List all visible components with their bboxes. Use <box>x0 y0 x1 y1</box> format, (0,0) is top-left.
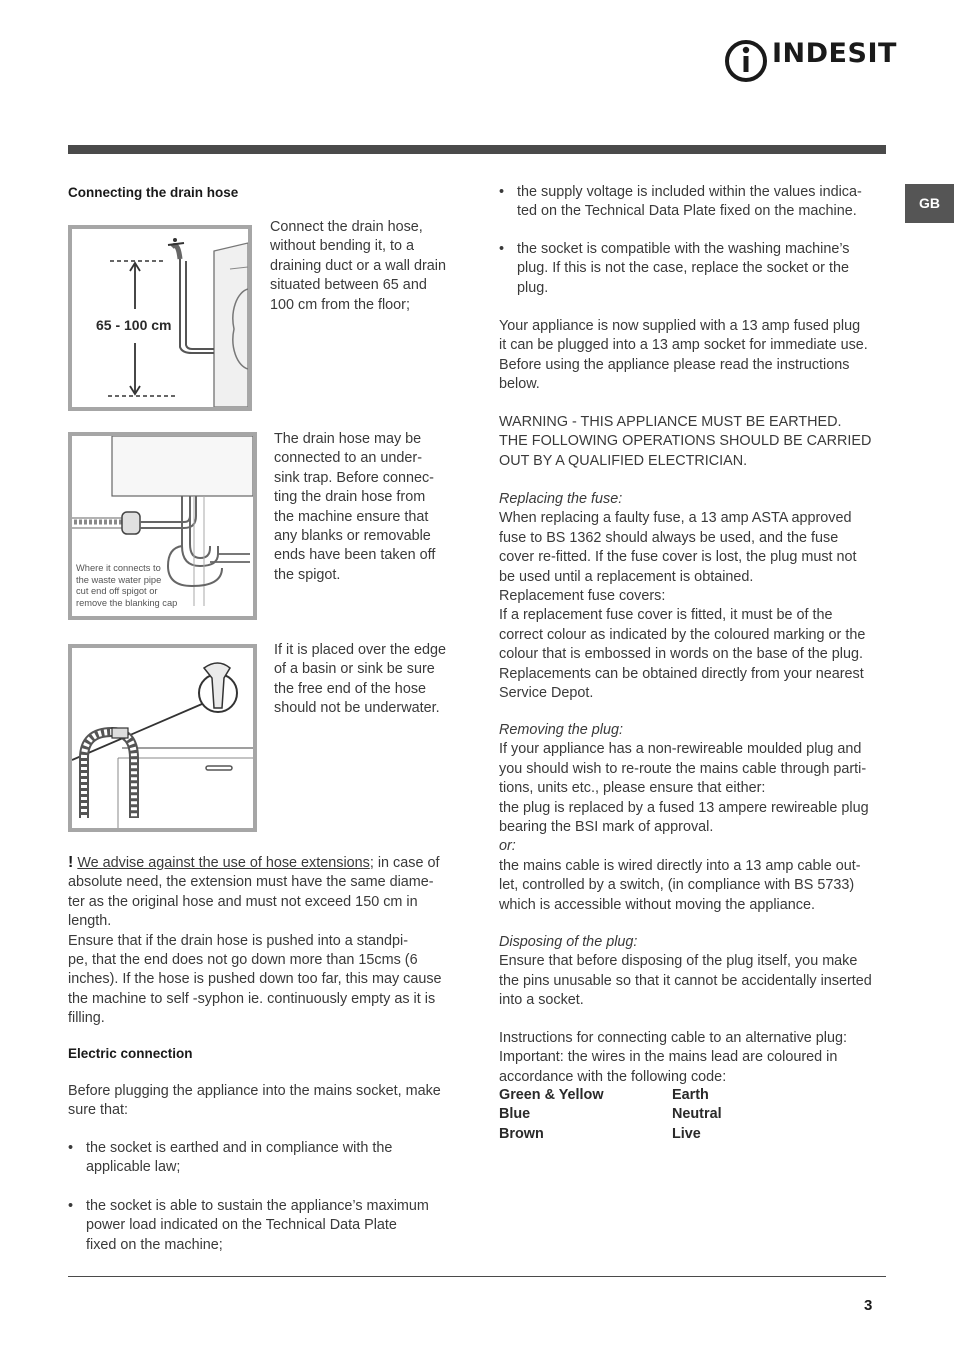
drain-paragraph-2: The drain hose may be connected to an under- sink trap. Before connec- ting the drain hose from the machine ensure that any blanks or removable ends have been taken off the spigot. <box>274 431 436 583</box>
plug-intro: Your appliance is now supplied with a 13 amp fused plug it can be plugged into a 13 amp socket for immediate use. Before using the appliance please read the instructions below. <box>499 318 868 393</box>
wire-colour: Brown <box>499 1125 544 1142</box>
bullet-dot: • <box>68 1140 74 1156</box>
trap-callout: Where it connects to the waste water pipe cut end off spigot or remove the blanking cap <box>76 563 178 609</box>
under-sink-trap-figure <box>68 432 257 620</box>
drain-paragraph-1: Connect the drain hose, without bending it, to a draining duct or a wall drain situated between 65 and 100 cm from the floor; <box>270 219 446 313</box>
removing-plug-title: Removing the plug: <box>499 722 623 738</box>
indesit-logo <box>724 38 897 84</box>
hose-extension-warning: ! We advise against the use of hose extensions; in case of absolute need, the extension must have the same diame- ter as the original hose and must not exceed 150 cm in length. Ensure that if the drain hose is pushed into a standpi- pe, that the end does not go down more than 15cms (6 inches). If the hose is pushed down too far, this may cause the machine to self -syphon ie. continuously empty as it is filling. <box>68 854 442 1027</box>
electric-heading: Electric connection <box>68 1046 193 1061</box>
replacing-fuse-title: Replacing the fuse: <box>499 491 623 507</box>
wire-colour: Green & Yellow <box>499 1087 604 1103</box>
replacing-fuse-section: Replacing the fuse: When replacing a faulty fuse, a 13 amp ASTA approved fuse to BS 1362 should always be used, and the fuse cover re-fitted. If the fuse cover is lost, the plug must not be used until a replacement is obtained. Replacement fuse covers: If a replacement fuse cover is fitted, it must be of the correct colour as indicated by the coloured marking or the colour that is embossed in words on the base of the plug. Replacements can be obtained directly from your nearest Service Depot. <box>499 491 866 702</box>
removing-plug-section: Removing the plug: If your appliance has a non-rewireable moulded plug and you should wish to re-route the mains cable through parti- tions, units etc., please ensure that either: the plug is replaced by a fused 13 ampere rewireable plug bearing the BSI mark of approval. or: the mains cable is wired directly into a 13 amp cable out- let, controlled by a switch, (in compliance with BS 5733) which is accessible without moving the appliance. <box>499 722 869 913</box>
basin-edge-figure <box>68 644 257 832</box>
cable-instructions: Instructions for connecting cable to an alternative plug: Important: the wires in the mains lead are coloured in accordance with the following code: <box>499 1030 847 1085</box>
drain-height-figure <box>68 225 252 411</box>
bullet-earthed: • the socket is earthed and in compliance with the applicable law; <box>68 1140 393 1176</box>
or-label: or: <box>499 838 516 855</box>
drain-heading: Connecting the drain hose <box>68 185 239 200</box>
warning-mark: ! <box>68 854 74 871</box>
language-tab: GB <box>905 184 954 223</box>
drain-height-label: 65 - 100 cm <box>96 317 172 333</box>
earthing-warning: WARNING - THIS APPLIANCE MUST BE EARTHED. THE FOLLOWING OPERATIONS SHOULD BE CARRIED OUT BY A QUALIFIED ELECTRICIAN. <box>499 414 872 469</box>
top-rule <box>68 145 886 154</box>
bullet-dot: • <box>499 184 505 200</box>
wire-role: Neutral <box>672 1106 722 1123</box>
indesit-logo-mark <box>724 38 770 84</box>
bullet-dot: • <box>499 241 505 257</box>
wire-row <box>499 1125 722 1144</box>
disposing-plug-section: Disposing of the plug: Ensure that before disposing of the plug itself, you make the pins unusable so that it cannot be accidentally inserted into a socket. <box>499 934 872 1009</box>
bullet-socket-compatible: • the socket is compatible with the washing machine’s plug. If this is not the case, replace the socket or the plug. <box>499 241 850 296</box>
wire-row <box>499 1086 722 1105</box>
brand-name: INDESIT <box>772 38 897 69</box>
bullet-voltage: • the supply voltage is included within the values indica- ted on the Technical Data Plate fixed on the machine. <box>499 184 862 220</box>
drain-paragraph-3: If it is placed over the edge of a basin or sink be sure the free end of the hose should not be underwater. <box>274 642 446 717</box>
wire-row <box>499 1105 722 1124</box>
warning-underlined: We advise against the use of hose extensions <box>77 855 370 871</box>
bullet-dot: • <box>68 1198 74 1214</box>
wire-colour: Blue <box>499 1106 531 1123</box>
disposing-plug-title: Disposing of the plug: <box>499 934 638 950</box>
bottom-rule <box>68 1276 886 1277</box>
wire-role: Live <box>672 1125 701 1142</box>
electric-intro: Before plugging the appliance into the mains socket, make sure that: <box>68 1083 441 1119</box>
wire-role: Earth <box>672 1087 709 1103</box>
bullet-max-load: • the socket is able to sustain the appliance’s maximum power load indicated on the Technical Data Plate fixed on the machine; <box>68 1198 429 1253</box>
page-number: 3 <box>864 1297 873 1314</box>
wire-colour-table <box>499 1086 722 1144</box>
